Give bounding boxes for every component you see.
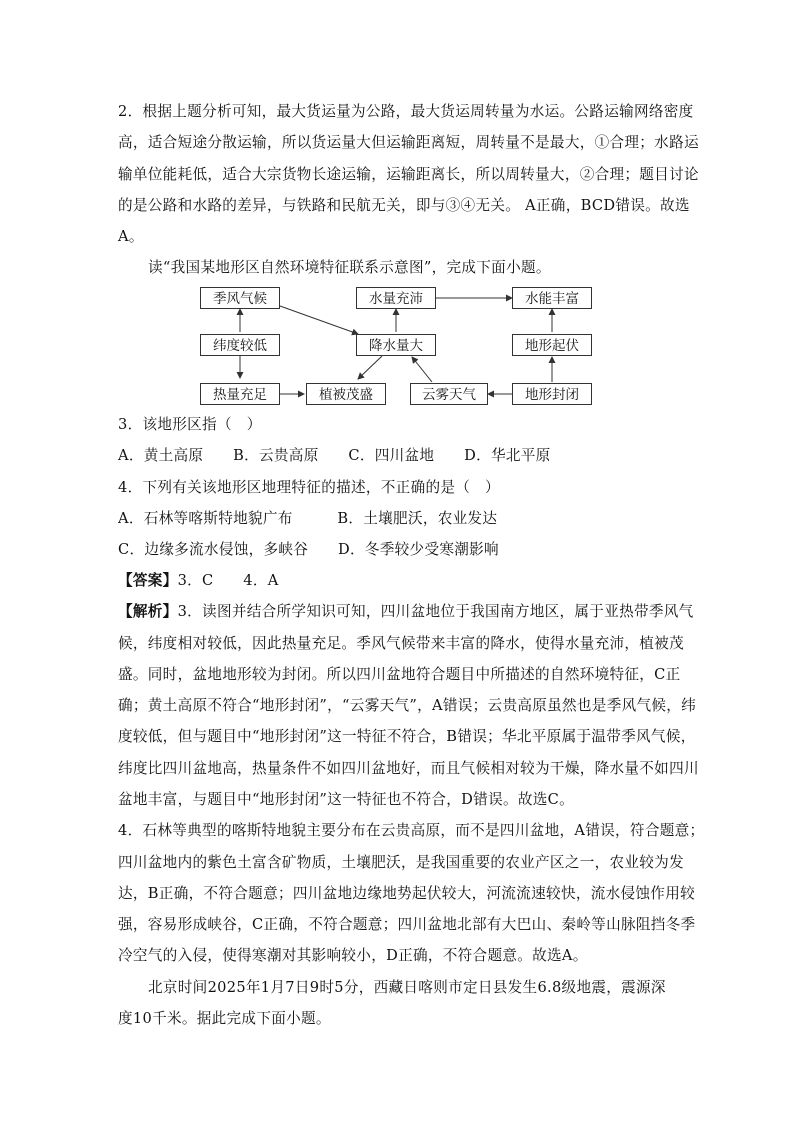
answer-text: 3．C 4．A [177,572,279,589]
analysis-line-1 [118,602,694,622]
analysis-line-7: 盆地丰富，与题目中“地形封闭”这一特征也不符合，D错误。故选C。 [118,791,575,808]
answer-line [118,571,678,591]
analysis-line-6: 纬度比四川盆地高，热量条件不如四川盆地好，而且气候相对较为干燥，降水量不如四川 [118,760,699,777]
node-monsoon-climate: 季风气候 [200,287,280,309]
analysis-line-9: 四川盆地内的紫色土富含矿物质，土壤肥沃，是我国重要的农业产区之一，农业较为发 [118,854,684,871]
node-terrain-relief: 地形起伏 [512,334,592,356]
node-hydropower-rich: 水能丰富 [512,287,592,309]
analysis-line-5: 度较低，但与题目中“地形封闭”这一特征不符合，B错误；华北平原属于温带季风气候， [118,728,696,745]
answer-label: 【答案】 [118,572,178,589]
node-sufficient-heat: 热量充足 [200,383,280,405]
next-intro-line-1: 北京时间2025年1月7日9时5分，西藏日喀则市定日县发生6.8级地震，震源深 [148,979,666,996]
diagram-intro: 读“我国某地形区自然环境特征联系示意图”，完成下面小题。 [148,259,551,276]
q4-options-row-2: C．边缘多流水侵蚀，多峡谷 D．冬季较少受寒潮影响 [118,541,499,558]
node-foggy-weather: 云雾天气 [410,383,488,405]
q2-explanation-line-1: 2．根据上题分析可知，最大货运量为公路，最大货运周转量为水运。公路运输网络密度 [118,103,694,120]
analysis-line-3: 盛。同时，盆地地形较为封闭。所以四川盆地符合题目中所描述的自然环境特征，C正 [118,666,681,683]
q3-options: A．黄土高原 B．云贵高原 C．四川盆地 D．华北平原 [118,447,551,464]
analysis-label: 【解析】 [118,603,178,620]
arrow-rainfall-to-vegetation [358,356,382,379]
analysis-line-2: 候，纬度相对较低，因此热量充足。季风气候带来丰富的降水，使得水量充沛，植被茂 [118,635,684,652]
analysis-line-8: 4．石林等典型的喀斯特地貌主要分布在云贵高原，而不是四川盆地，A错误，符合题意； [118,822,705,839]
node-heavy-rainfall: 降水量大 [356,334,436,356]
node-low-latitude: 纬度较低 [200,334,280,356]
q2-explanation-line-3: 输单位能耗低，适合大宗货物长途运输，运输距离长，所以周转量大，②合理；题目讨论 [118,166,699,183]
arrow-monsoon-to-rainfall [280,306,358,334]
analysis-line-10: 达，B正确，不符合题意；四川盆地边缘地势起伏较大，河流流速较快，流水侵蚀作用较 [118,885,695,902]
next-intro-line-2: 度10千米。据此完成下面小题。 [118,1010,331,1027]
q3-stem: 3．该地形区指（ ） [118,416,262,433]
q4-stem: 4．下列有关该地形区地理特征的描述，不正确的是（ ） [118,479,500,496]
node-lush-vegetation: 植被茂盛 [306,383,386,405]
analysis-line-4: 确；黄土高原不符合“地形封闭”，“云雾天气”，A错误；云贵高原虽然也是季风气候，纬 [118,697,697,714]
analysis-text-1: 3．读图并结合所学知识可知，四川盆地位于我国南方地区，属于亚热带季风气 [177,603,694,620]
environment-features-diagram [196,282,596,412]
q2-explanation-line-4: 的是公路和水路的差异，与铁路和民航无关，即与③④无关。 A正确，BCD错误。故选 [118,197,690,214]
q4-options-row-1: A．石林等喀斯特地貌广布 B．土壤肥沃，农业发达 [118,510,498,527]
arrow-fog-to-rainfall [412,357,432,382]
analysis-line-11: 强，容易形成峡谷，C正确，不符合题意；四川盆地北部有大巴山、秦岭等山脉阻挡冬季 [118,916,696,933]
node-water-abundant: 水量充沛 [356,287,436,309]
node-terrain-closed: 地形封闭 [512,383,592,405]
q2-explanation-line-5: A。 [118,228,144,245]
q2-explanation-line-2: 高，适合短途分散运输，所以货运量大但运输距离短，周转量不是最大，①合理；水路运 [118,134,699,151]
analysis-line-12: 冷空气的入侵，使得寒潮对其影响较小，D正确，不符合题意。故选A。 [118,947,588,964]
